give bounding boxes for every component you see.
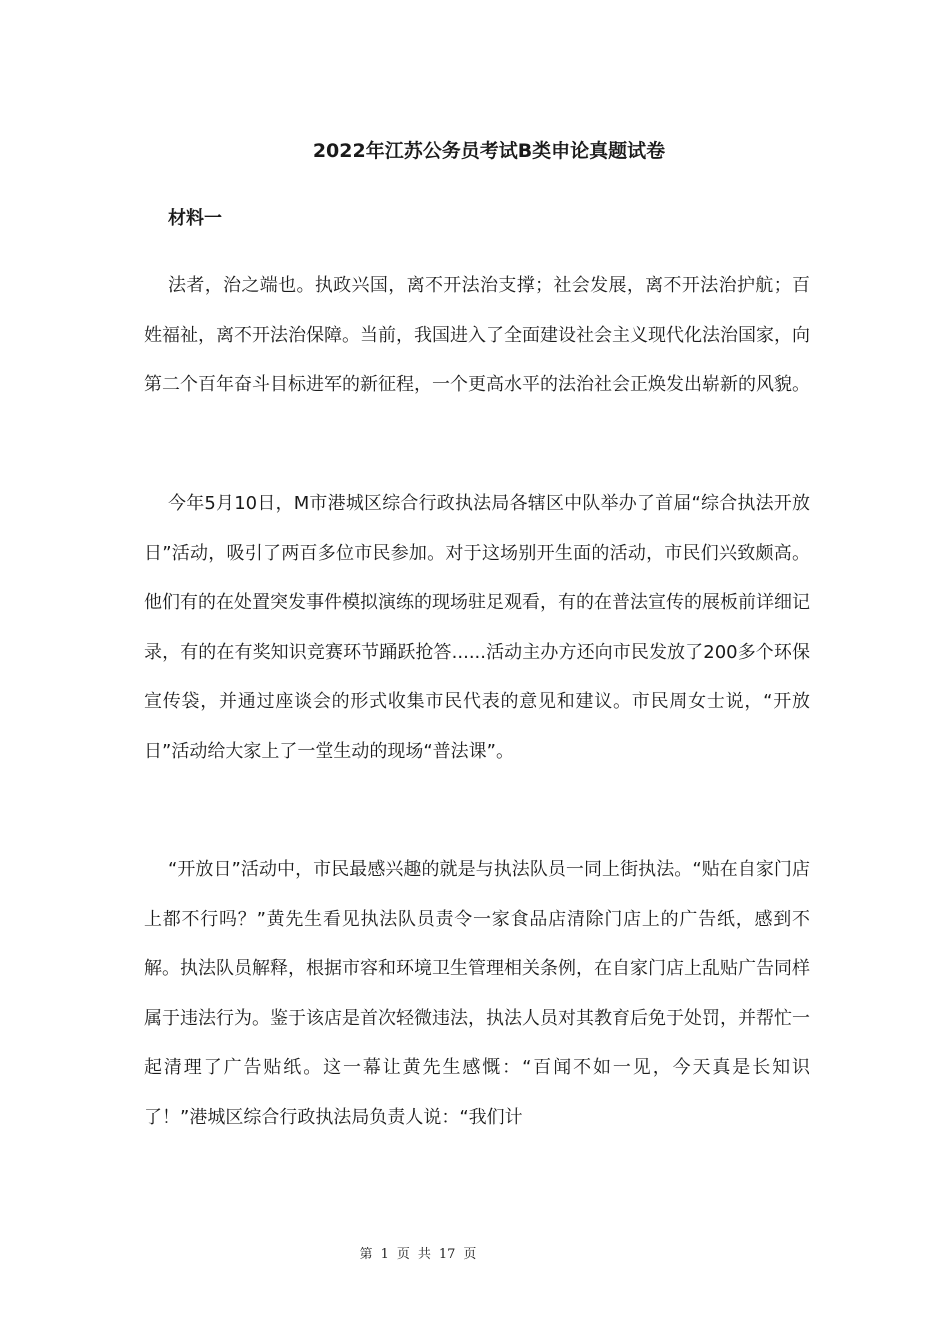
current-page-number: 1 xyxy=(380,1247,389,1262)
body-paragraph: 法者，治之端也。执政兴国，离不开法治支撑；社会发展，离不开法治护航；百姓福祉，离不开法治保障。当前，我国进入了全面建设社会主义现代化法治国家，向第二个百年奋斗目标进军的新征程，一个更高水平的法治社会正焕发出崭新的风貌。 xyxy=(144,275,810,395)
body-paragraph: 今年5月10日，M市港城区综合行政执法局各辖区中队举办了首届“综合执法开放日”活动，吸引了两百多位市民参加。对于这场别开生面的活动，市民们兴致颇高。他们有的在处置突发事件模拟演练的现场驻足观看，有的在普法宣传的展板前详细记录，有的在有奖知识竞赛环节踊跃抢答......活动主办方还向市民发放了200多个环保宣传袋，并通过座谈会的形式收集市民代表的意见和建议。市民周女士说，“开放日”活动给大家上了一堂生动的现场“普法课”。 xyxy=(144,493,810,762)
page-number-footer xyxy=(0,1245,836,1265)
total-pages-number: 17 xyxy=(438,1247,456,1262)
footer-suffix: 页 xyxy=(463,1247,477,1262)
section-heading: 材料一 xyxy=(168,208,222,229)
footer-prefix: 第 xyxy=(359,1247,373,1262)
footer-page-unit: 页 xyxy=(396,1247,410,1262)
body-paragraph: “开放日”活动中，市民最感兴趣的就是与执法队员一同上街执法。“贴在自家门店上都不行吗？”黄先生看见执法队员责令一家食品店清除门店上的广告纸，感到不解。执法队员解释，根据市容和环境卫生管理相关条例，在自家门店上乱贴广告同样属于违法行为。鉴于该店是首次轻微违法，执法人员对其教育后免于处罚，并帮忙一起清理了广告贴纸。这一幕让黄先生感慨：“百闻不如一见，今天真是长知识了！”港城区综合行政执法局负责人说：“我们计 xyxy=(144,859,810,1128)
document-title: 2022年江苏公务员考试B类申论真题试卷 xyxy=(312,140,666,162)
footer-total-prefix: 共 xyxy=(417,1247,431,1262)
